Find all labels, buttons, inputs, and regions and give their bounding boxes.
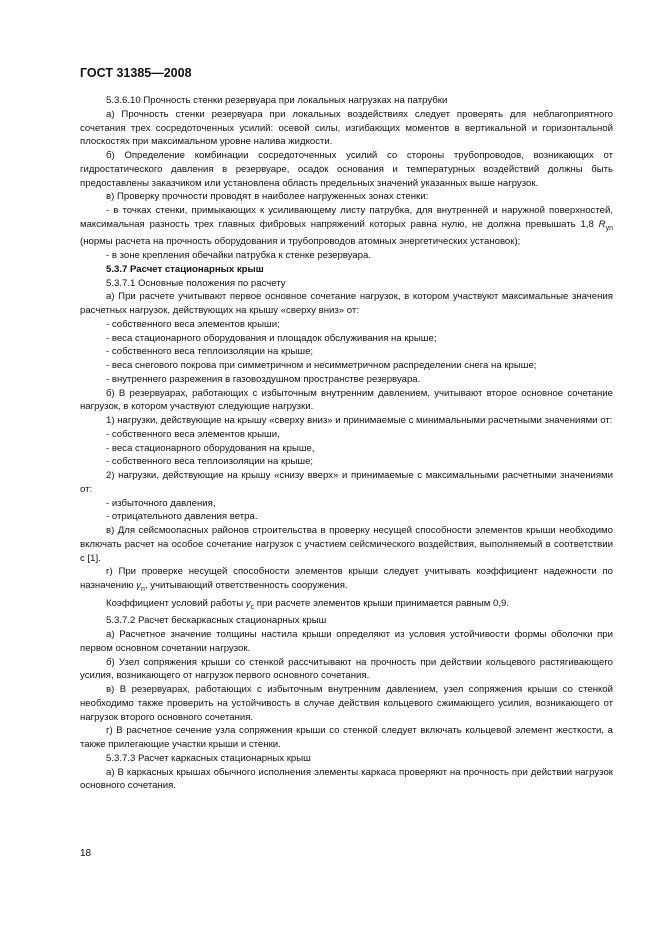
paragraph: б) Узел сопряжения крыши со стенкой рассчитывают на прочность при действии кольцевого растягивающего усилия, возникающего от нагрузок первого основного сочетания. [80, 656, 613, 682]
paragraph: - в зоне крепления обечайки патрубка к стенке резервуара. [106, 250, 372, 262]
formula-symbol: γ [136, 580, 142, 592]
list-item: - внутреннего разрежения в газовоздушном пространстве резервуара. [106, 373, 421, 385]
list-item: - веса стационарного оборудования и площадок обслуживания на крыше; [106, 332, 437, 344]
section-heading: 5.3.7 Расчет стационарных крыш [106, 263, 264, 275]
paragraph [80, 204, 613, 249]
formula-subscript: yn [605, 224, 613, 232]
document-body [80, 94, 613, 793]
paragraph: 5.3.7.3 Расчет каркасных стационарных крыш [106, 752, 311, 764]
paragraph: б) В резервуарах, работающих с избыточным внутренним давлением, учитывают второе основное сочетание нагрузок, в котором участвуют следующие нагрузки. [80, 387, 613, 413]
document-header: ГОСТ 31385—2008 [80, 66, 192, 80]
list-item: - собственного веса теплоизоляции на крыше; [106, 456, 314, 468]
formula-symbol: R [598, 218, 606, 230]
formula-symbol: γ [245, 597, 251, 609]
paragraph: б) Определение комбинации сосредоточенных усилий со стороны трубопроводов, возникающих от гидростатического давления в резервуаре, осадок основания и температурных воздействий должны быть предоставлены заказчиком или установлена область предельных значений указанных выше нагрузок. [80, 150, 613, 189]
list-item: - веса снегового покрова при симметричном и несимметричном распределении снега на крыше; [106, 360, 537, 372]
list-item: - собственного веса элементов крыши; [106, 318, 280, 330]
paragraph-text: (нормы расчета на прочность оборудования и трубопроводов атомных энергетических установок); [80, 236, 521, 248]
paragraph: 2) нагрузки, действующие на крышу «снизу вверх» и принимаемые с максимальными расчетными значениями от: [80, 470, 613, 495]
paragraph: а) Прочность стенки резервуара при локальных воздействиях следует проверять для неблагоприятного сочетания трех сосредоточенных усилий: осевой силы, изгибающих моментов в вертикальной и горизонтальной плоскостях при максимальном уровне налива жидкости. [80, 108, 613, 148]
page-number: 18 [80, 848, 92, 859]
paragraph: в) В резервуарах, работающих с избыточным внутренним давлением, узел сопряжения крыши со стенкой необходимо также проверить на устойчивость в случае действия кольцевого сжимающего усилия, возникающего от нагрузок второго основного сочетания. [80, 684, 613, 723]
paragraph-text: при расчете элементов крыши принимается равным 0,9. [254, 597, 510, 609]
paragraph-text: , учитывающий ответственность сооружения. [144, 580, 348, 592]
paragraph: 1) нагрузки, действующие на крышу «сверху вниз» и принимаемые с минимальными расчетными значениями от: [106, 415, 613, 427]
list-item: - избыточного давления, [106, 497, 216, 509]
paragraph: а) В каркасных крышах обычного исполнения элементы каркаса проверяют на прочность при действии нагрузок основного сочетания. [80, 766, 613, 792]
paragraph: 5.3.7.1 Основные положения по расчету [106, 277, 286, 289]
paragraph: 5.3.6.10 Прочность стенки резервуара при локальных нагрузках на патрубки [106, 95, 448, 106]
paragraph [80, 565, 613, 596]
formula-subscript: c [250, 603, 255, 611]
paragraph: в) Для сейсмоопасных районов строительства в проверку несущей способности элементов крыши необходимо включать расчет на особое сочетание нагрузок с участием сейсмического воздействия, выполняемый в соответствии с [1]. [80, 525, 613, 564]
paragraph: г) В расчетное сечение узла сопряжения крыши со стенкой следует включать кольцевой элемент жесткости, а также прилегающие участки крыши и стенки. [80, 725, 613, 751]
list-item: - веса стационарного оборудования на крыше, [106, 442, 315, 454]
list-item: - собственного веса теплоизоляции на крыше; [106, 346, 314, 358]
paragraph-text: г) При проверке несущей способности элементов крыши следует учитывать коэффициент надежности по назначению [80, 566, 613, 592]
paragraph: в) Проверку прочности проводят в наиболее нагруженных зонах стенки: [106, 191, 429, 203]
paragraph [80, 597, 613, 615]
paragraph: а) Расчетное значение толщины настила крыши определяют из условия устойчивости формы оболочки при первом основном сочетании нагрузок. [80, 629, 613, 654]
paragraph: а) При расчете учитывают первое основное сочетание нагрузок, в котором участвуют максимальные значения расчетных нагрузок, действующих на крышу «сверху вниз» от: [80, 291, 613, 317]
formula-subscript: n [141, 586, 145, 594]
paragraph-text: Коэффициент условий работы [106, 597, 244, 609]
paragraph-text: - в точках стенки, примыкающих к усиливающему листу патрубка, для внутренней и наружной поверхностей, максимальная разность трех главных фибровых напряжений которых равна нулю, не должна превышать 1,8 [80, 205, 613, 230]
list-item: - собственного веса элементов крыши, [106, 428, 280, 440]
paragraph: 5.3.7.2 Расчет бескаркасных стационарных крыш [106, 615, 327, 627]
list-item: - отрицательного давления ветра. [106, 511, 258, 523]
